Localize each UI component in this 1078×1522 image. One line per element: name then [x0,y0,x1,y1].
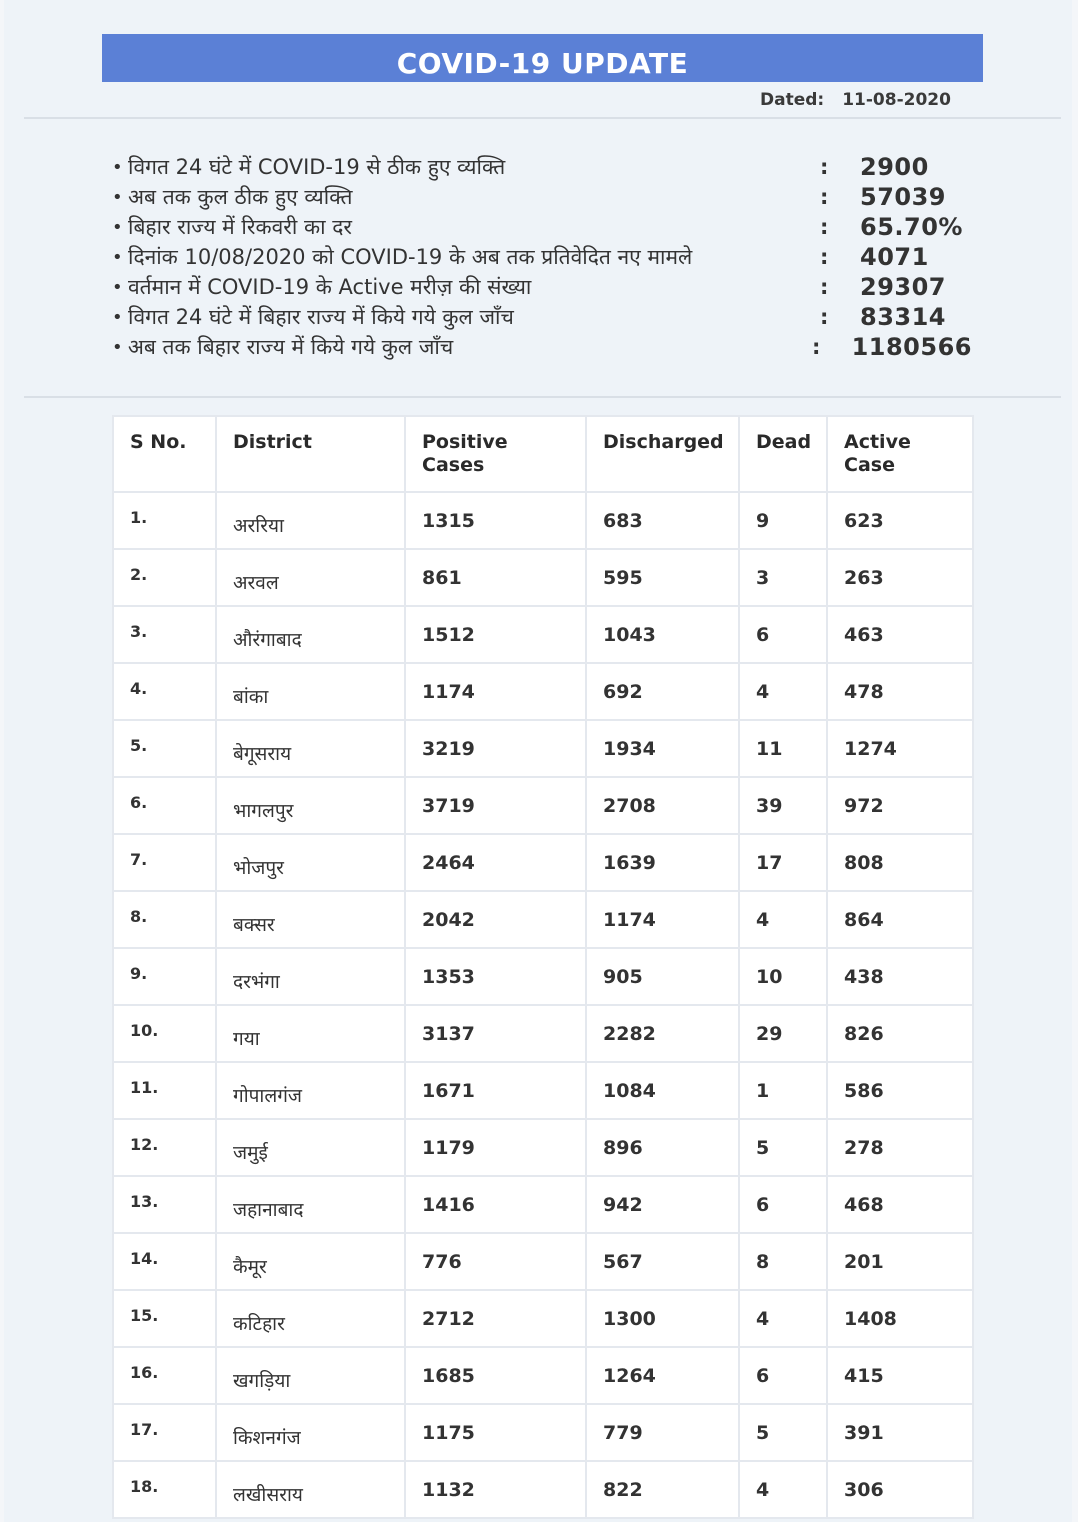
cell-dead: 1 [739,1062,827,1119]
cell-district: कटिहार [216,1290,405,1347]
cell-district: बेगूसराय [216,720,405,777]
cell-district: खगड़िया [216,1347,405,1404]
stat-value: 29307 [860,273,946,301]
cell-discharged: 1300 [586,1290,739,1347]
cell-dead: 29 [739,1005,827,1062]
cell-positive: 1132 [405,1461,586,1518]
stat-colon: : [820,215,829,239]
cell-positive: 1174 [405,663,586,720]
cell-district: भागलपुर [216,777,405,834]
stat-colon: : [812,335,821,359]
cell-dead: 4 [739,891,827,948]
cell-discharged: 1639 [586,834,739,891]
column-header-active: Active Case [827,416,973,492]
dated-label: Dated: [760,90,825,110]
cell-discharged: 1043 [586,606,739,663]
cell-dead: 4 [739,1461,827,1518]
column-header-sno: S No. [113,416,216,492]
cell-dead: 4 [739,663,827,720]
cell-active: 972 [827,777,973,834]
cell-dead: 6 [739,606,827,663]
stat-label: दिनांक 10/08/2020 को COVID-19 के अब तक प्रतिवेदित नए मामले [128,245,693,269]
stat-label: विगत 24 घंटे में बिहार राज्य में किये गये कुल जाँच [128,305,514,329]
cell-dead: 4 [739,1290,827,1347]
stat-colon: : [820,275,829,299]
cell-sno: 1. [113,492,216,549]
stat-label: अब तक बिहार राज्य में किये गये कुल जाँच [127,335,454,359]
cell-sno: 6. [113,777,216,834]
table-row [113,549,973,606]
cell-active: 468 [827,1176,973,1233]
cell-sno: 15. [113,1290,216,1347]
cell-district: लखीसराय [216,1461,405,1518]
cell-active: 278 [827,1119,973,1176]
stat-colon: : [820,185,829,209]
cell-district: दरभंगा [216,948,405,1005]
stat-row [112,182,972,212]
stat-row [112,272,972,302]
cell-sno: 5. [113,720,216,777]
cell-dead: 39 [739,777,827,834]
cell-active: 864 [827,891,973,948]
table-row [113,720,973,777]
bullet: • [112,216,123,238]
cell-active: 391 [827,1404,973,1461]
cell-sno: 7. [113,834,216,891]
cell-positive: 1512 [405,606,586,663]
bullet: • [112,276,123,298]
cell-district: बांका [216,663,405,720]
cell-positive: 2712 [405,1290,586,1347]
table-row [113,1119,973,1176]
cell-discharged: 905 [586,948,739,1005]
stat-value: 57039 [860,183,946,211]
cell-active: 826 [827,1005,973,1062]
bullet: • [112,186,123,208]
stat-row [112,242,972,272]
cell-active: 478 [827,663,973,720]
cell-positive: 2464 [405,834,586,891]
cell-sno: 9. [113,948,216,1005]
bullet: • [112,306,123,328]
cell-active: 1274 [827,720,973,777]
stat-colon: : [820,305,829,329]
cell-district: गोपालगंज [216,1062,405,1119]
table-row [113,492,973,549]
cell-dead: 5 [739,1404,827,1461]
stat-colon: : [820,245,829,269]
column-header-district: District [216,416,405,492]
table-row [113,777,973,834]
dated-value: 11-08-2020 [842,90,951,110]
stat-row [112,302,972,332]
cell-positive: 1416 [405,1176,586,1233]
table-row [113,891,973,948]
stat-value: 83314 [860,303,946,331]
cell-sno: 10. [113,1005,216,1062]
cell-positive: 1353 [405,948,586,1005]
stat-value: 1180566 [851,333,972,361]
cell-district: जमुई [216,1119,405,1176]
stat-label: बिहार राज्य में रिकवरी का दर [128,215,352,239]
table-row [113,1347,973,1404]
cell-discharged: 942 [586,1176,739,1233]
table-row [113,948,973,1005]
table-row [113,663,973,720]
cell-active: 415 [827,1347,973,1404]
stat-label: वर्तमान में COVID-19 के Active मरीज़ की संख्या [128,275,532,299]
cell-positive: 1671 [405,1062,586,1119]
cell-dead: 17 [739,834,827,891]
cell-active: 808 [827,834,973,891]
cell-sno: 16. [113,1347,216,1404]
cell-discharged: 822 [586,1461,739,1518]
cell-active: 263 [827,549,973,606]
page-title: COVID-19 UPDATE [102,34,983,82]
cell-discharged: 779 [586,1404,739,1461]
cell-district: भोजपुर [216,834,405,891]
cell-discharged: 692 [586,663,739,720]
cell-district: गया [216,1005,405,1062]
table-row [113,606,973,663]
column-header-dead: Dead [739,416,827,492]
stat-colon: : [820,155,829,179]
cell-positive: 3137 [405,1005,586,1062]
cell-positive: 3719 [405,777,586,834]
cell-sno: 3. [113,606,216,663]
bullet: • [112,246,123,268]
cell-discharged: 1084 [586,1062,739,1119]
cell-sno: 4. [113,663,216,720]
cell-dead: 6 [739,1176,827,1233]
summary-stats [112,152,972,362]
cell-discharged: 2708 [586,777,739,834]
cell-discharged: 683 [586,492,739,549]
cell-sno: 2. [113,549,216,606]
cell-active: 623 [827,492,973,549]
cell-discharged: 1264 [586,1347,739,1404]
cell-positive: 1315 [405,492,586,549]
table-row [113,1461,973,1518]
stat-row [112,212,972,242]
cell-discharged: 595 [586,549,739,606]
cell-active: 586 [827,1062,973,1119]
cell-district: अररिया [216,492,405,549]
table-row [113,1404,973,1461]
cell-district: औरंगाबाद [216,606,405,663]
date-line [760,90,951,110]
cell-positive: 776 [405,1233,586,1290]
cell-dead: 5 [739,1119,827,1176]
bullet: • [112,336,123,358]
cell-positive: 2042 [405,891,586,948]
cell-sno: 18. [113,1461,216,1518]
cell-sno: 17. [113,1404,216,1461]
stat-label: अब तक कुल ठीक हुए व्यक्ति [128,185,353,209]
cell-positive: 1179 [405,1119,586,1176]
cell-dead: 9 [739,492,827,549]
cell-sno: 13. [113,1176,216,1233]
cell-sno: 12. [113,1119,216,1176]
table-row [113,1062,973,1119]
stat-label: विगत 24 घंटे में COVID-19 से ठीक हुए व्यक्ति [128,155,506,179]
cell-dead: 10 [739,948,827,1005]
stat-row [112,332,972,362]
cell-active: 463 [827,606,973,663]
cell-district: कैमूर [216,1233,405,1290]
cell-discharged: 567 [586,1233,739,1290]
cell-discharged: 1174 [586,891,739,948]
table-row [113,1005,973,1062]
cell-discharged: 896 [586,1119,739,1176]
stat-row [112,152,972,182]
cell-district: जहानाबाद [216,1176,405,1233]
cell-district: किशनगंज [216,1404,405,1461]
cell-district: बक्सर [216,891,405,948]
cell-discharged: 2282 [586,1005,739,1062]
stat-value: 2900 [860,153,929,181]
table-header-row [113,416,973,492]
cell-active: 306 [827,1461,973,1518]
cell-discharged: 1934 [586,720,739,777]
cell-active: 1408 [827,1290,973,1347]
column-header-positive: Positive Cases [405,416,586,492]
table-row [113,1176,973,1233]
cell-district: अरवल [216,549,405,606]
table-row [113,1290,973,1347]
table-row [113,1233,973,1290]
stat-value: 4071 [860,243,929,271]
cell-sno: 14. [113,1233,216,1290]
stat-value: 65.70% [860,213,963,241]
cell-sno: 11. [113,1062,216,1119]
bullet: • [112,156,123,178]
cell-active: 201 [827,1233,973,1290]
cell-dead: 3 [739,549,827,606]
cell-sno: 8. [113,891,216,948]
divider-top [24,117,1061,119]
cell-positive: 3219 [405,720,586,777]
table-row [113,834,973,891]
cell-dead: 6 [739,1347,827,1404]
column-header-discharged: Discharged [586,416,739,492]
cell-positive: 1685 [405,1347,586,1404]
cell-positive: 1175 [405,1404,586,1461]
divider-middle [24,396,1061,398]
cell-dead: 8 [739,1233,827,1290]
cell-dead: 11 [739,720,827,777]
cell-positive: 861 [405,549,586,606]
cell-active: 438 [827,948,973,1005]
district-table [112,415,974,1519]
